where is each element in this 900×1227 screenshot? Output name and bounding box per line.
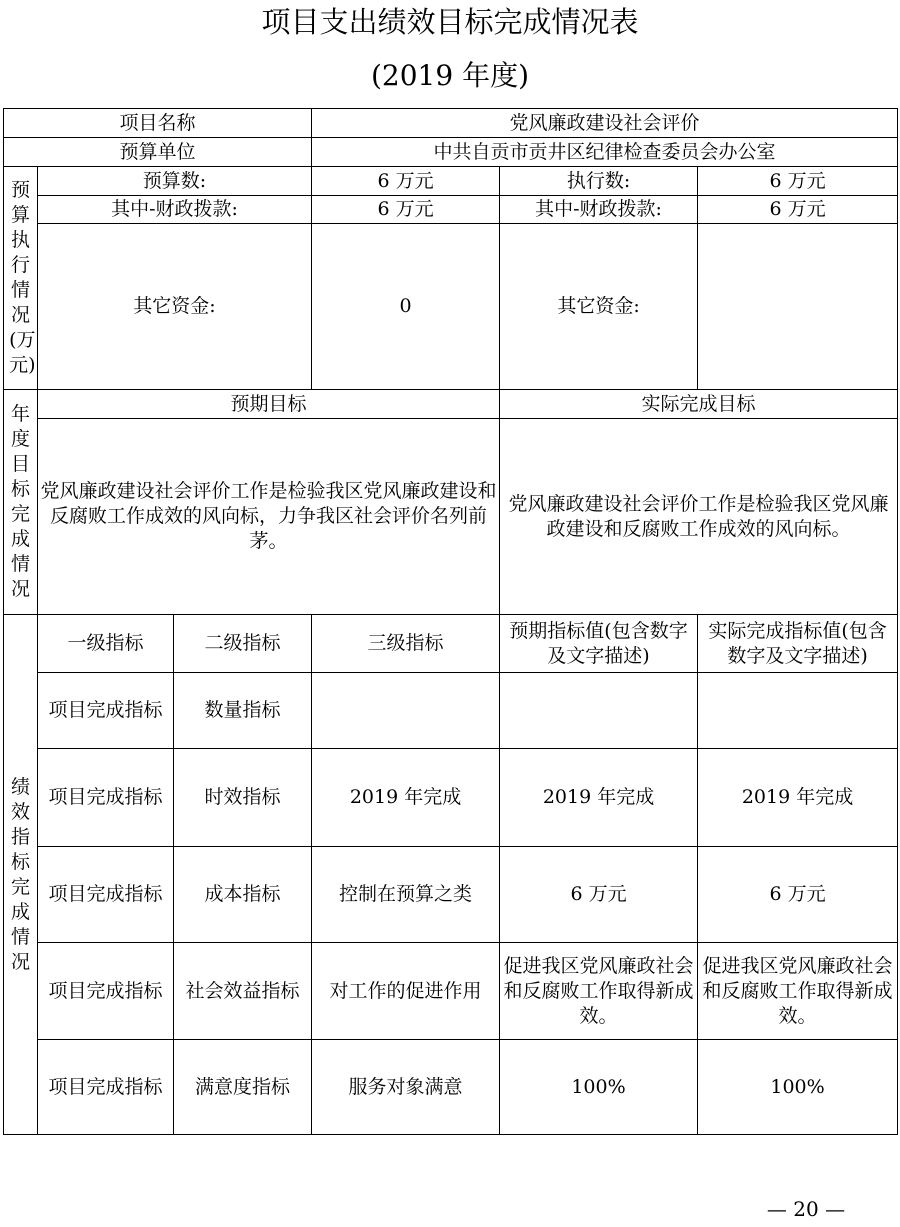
- header-level2: 二级指标: [174, 615, 312, 673]
- indicator-level1: 项目完成指标: [38, 673, 174, 749]
- other-funds-label: 其它资金:: [38, 224, 312, 390]
- executed-other-value: [698, 224, 898, 390]
- header-level3: 三级指标: [312, 615, 500, 673]
- indicator-level1: 项目完成指标: [38, 1040, 174, 1135]
- indicator-row: [4, 847, 898, 943]
- indicator-row: [4, 673, 898, 749]
- project-name-value: 党风廉政建设社会评价: [312, 109, 898, 138]
- indicator-expected: 2019 年完成: [500, 749, 698, 847]
- goal-content-row: [4, 419, 898, 615]
- executed-other-label: 其它资金:: [500, 224, 698, 390]
- document-title: 项目支出绩效目标完成情况表: [261, 5, 639, 39]
- indicator-actual: 100%: [698, 1040, 898, 1135]
- indicator-expected: 促进我区党风廉政社会和反腐败工作取得新成效。: [500, 943, 698, 1040]
- expected-goal-text: 党风廉政建设社会评价工作是检验我区党风廉政建设和反腐败工作成效的风向标，力争我区社会评价名列前茅。: [38, 419, 500, 615]
- document-year: (2019 年度): [370, 59, 529, 92]
- indicator-level2: 满意度指标: [174, 1040, 312, 1135]
- executed-amount-label: 执行数:: [500, 167, 698, 196]
- performance-table: [3, 108, 898, 1135]
- other-funds-row: [4, 224, 898, 390]
- indicator-actual: 2019 年完成: [698, 749, 898, 847]
- budget-section-label: 预算执行情况(万元): [4, 167, 38, 390]
- indicator-section-label: 绩效指标完成情况: [4, 615, 38, 1135]
- project-name-row: [4, 109, 898, 138]
- expected-goal-header: 预期目标: [38, 390, 500, 419]
- indicator-header-row: [4, 615, 898, 673]
- executed-fiscal-value: 6 万元: [698, 196, 898, 224]
- budget-unit-row: [4, 138, 898, 167]
- indicator-actual: 6 万元: [698, 847, 898, 943]
- indicator-actual: [698, 673, 898, 749]
- indicator-level3: 服务对象满意: [312, 1040, 500, 1135]
- project-name-label: 项目名称: [4, 109, 312, 138]
- executed-amount-value: 6 万元: [698, 167, 898, 196]
- indicator-level3: 对工作的促进作用: [312, 943, 500, 1040]
- indicator-row: [4, 943, 898, 1040]
- other-funds-value: 0: [312, 224, 500, 390]
- indicator-level2: 时效指标: [174, 749, 312, 847]
- header-actual-value: 实际完成指标值(包含数字及文字描述): [698, 615, 898, 673]
- indicator-level1: 项目完成指标: [38, 847, 174, 943]
- indicator-row: [4, 749, 898, 847]
- indicator-level2: 数量指标: [174, 673, 312, 749]
- indicator-level1: 项目完成指标: [38, 943, 174, 1040]
- budget-row: [4, 167, 898, 196]
- actual-goal-text: 党风廉政建设社会评价工作是检验我区党风廉政建设和反腐败工作成效的风向标。: [500, 419, 898, 615]
- page-number: — 20 —: [766, 1197, 846, 1221]
- goal-header-row: [4, 390, 898, 419]
- indicator-level3: 2019 年完成: [312, 749, 500, 847]
- indicator-level1: 项目完成指标: [38, 749, 174, 847]
- indicator-expected: [500, 673, 698, 749]
- indicator-level2: 社会效益指标: [174, 943, 312, 1040]
- indicator-expected: 100%: [500, 1040, 698, 1135]
- budget-amount-value: 6 万元: [312, 167, 500, 196]
- header-expected-value: 预期指标值(包含数字及文字描述): [500, 615, 698, 673]
- fiscal-allocation-value: 6 万元: [312, 196, 500, 224]
- budget-unit-label: 预算单位: [4, 138, 312, 167]
- budget-amount-label: 预算数:: [38, 167, 312, 196]
- executed-fiscal-label: 其中-财政拨款:: [500, 196, 698, 224]
- indicator-level3: 控制在预算之类: [312, 847, 500, 943]
- indicator-level2: 成本指标: [174, 847, 312, 943]
- indicator-row: [4, 1040, 898, 1135]
- goal-section-label: 年度目标完成情况: [4, 390, 38, 615]
- header-level1: 一级指标: [38, 615, 174, 673]
- indicator-actual: 促进我区党风廉政社会和反腐败工作取得新成效。: [698, 943, 898, 1040]
- indicator-level3: [312, 673, 500, 749]
- fiscal-allocation-label: 其中-财政拨款:: [38, 196, 312, 224]
- fiscal-allocation-row: [4, 196, 898, 224]
- indicator-expected: 6 万元: [500, 847, 698, 943]
- actual-goal-header: 实际完成目标: [500, 390, 898, 419]
- budget-unit-value: 中共自贡市贡井区纪律检查委员会办公室: [312, 138, 898, 167]
